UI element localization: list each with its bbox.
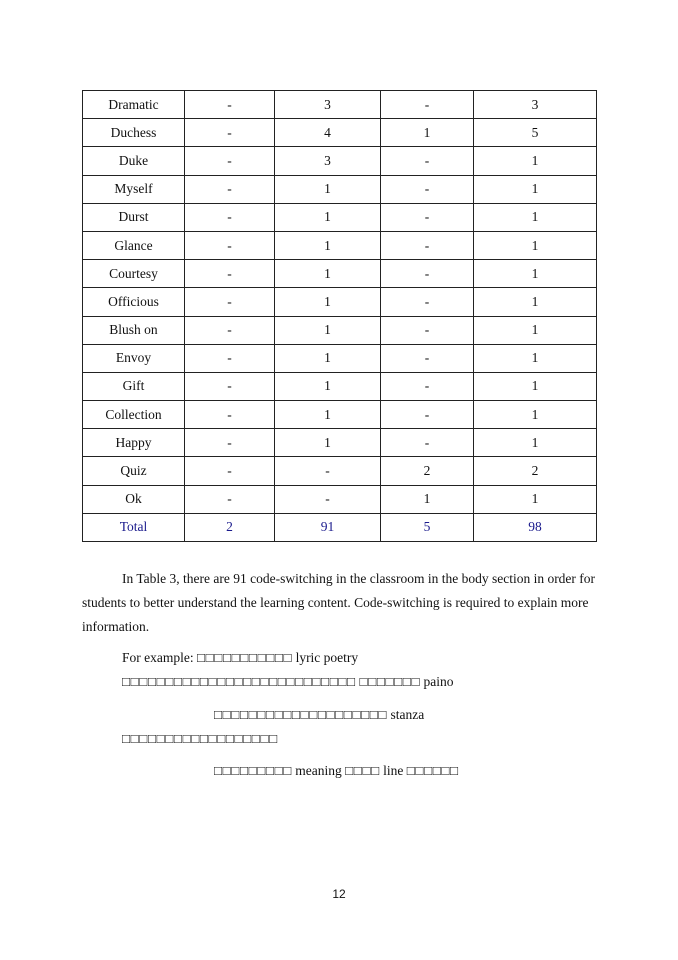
count-cell: 1: [275, 260, 381, 288]
total-label: Total: [83, 513, 185, 541]
count-cell: -: [185, 260, 275, 288]
count-cell: -: [185, 91, 275, 119]
table-row: [83, 119, 597, 147]
total-value: 5: [381, 513, 474, 541]
word-cell: Myself: [83, 175, 185, 203]
word-cell: Gift: [83, 372, 185, 400]
thai-text: □□□□□□□□□□□: [196, 650, 293, 665]
english-term: lyric poetry: [292, 650, 359, 665]
total-value: 98: [474, 513, 597, 541]
count-cell: -: [185, 147, 275, 175]
count-cell: 1: [381, 485, 474, 513]
paragraph-text: In Table 3, there are 91 code-switching in the classroom in the body section in order for students to better understand the learning content. Code-switching is required to explain more information.: [82, 571, 596, 634]
word-cell: Durst: [83, 203, 185, 231]
word-cell: Glance: [83, 231, 185, 259]
count-cell: 1: [275, 288, 381, 316]
count-cell: -: [381, 147, 474, 175]
count-cell: -: [381, 175, 474, 203]
table-row: [83, 260, 597, 288]
count-cell: -: [185, 429, 275, 457]
count-cell: 1: [275, 203, 381, 231]
thai-text: □□□□□□: [406, 763, 459, 778]
total-value: 91: [275, 513, 381, 541]
example-line-1: [122, 649, 358, 667]
count-cell: 1: [474, 401, 597, 429]
english-term: line: [379, 763, 407, 778]
count-cell: 1: [275, 231, 381, 259]
count-cell: 1: [275, 401, 381, 429]
english-term: meaning: [291, 763, 346, 778]
word-cell: Collection: [83, 401, 185, 429]
count-cell: 3: [275, 91, 381, 119]
word-cell: Ok: [83, 485, 185, 513]
count-cell: 2: [474, 457, 597, 485]
count-cell: -: [185, 203, 275, 231]
word-cell: Blush on: [83, 316, 185, 344]
count-cell: 1: [474, 147, 597, 175]
count-cell: 1: [275, 429, 381, 457]
word-cell: Duke: [83, 147, 185, 175]
count-cell: 1: [474, 231, 597, 259]
table-row: [83, 372, 597, 400]
count-cell: -: [275, 457, 381, 485]
table-row: [83, 175, 597, 203]
table-row: [83, 457, 597, 485]
count-cell: -: [185, 288, 275, 316]
count-cell: -: [185, 457, 275, 485]
table-row: [83, 147, 597, 175]
table-row: [83, 231, 597, 259]
count-cell: -: [381, 203, 474, 231]
count-cell: -: [185, 231, 275, 259]
example-line-5: [214, 762, 459, 780]
example-prefix: For example:: [122, 650, 197, 665]
count-cell: 1: [474, 429, 597, 457]
table-body: [83, 91, 597, 542]
table-row: [83, 429, 597, 457]
word-cell: Officious: [83, 288, 185, 316]
english-term: stanza: [387, 707, 425, 722]
table-row: [83, 485, 597, 513]
count-cell: -: [185, 372, 275, 400]
count-cell: 3: [474, 91, 597, 119]
word-cell: Dramatic: [83, 91, 185, 119]
count-cell: -: [275, 485, 381, 513]
count-cell: -: [185, 485, 275, 513]
count-cell: 5: [474, 119, 597, 147]
count-cell: 4: [275, 119, 381, 147]
thai-text: □□□□□□□□□□□□□□□□□□□□: [214, 707, 388, 722]
count-cell: -: [381, 288, 474, 316]
word-cell: Quiz: [83, 457, 185, 485]
table-row: [83, 203, 597, 231]
count-cell: -: [381, 429, 474, 457]
table-row: [83, 288, 597, 316]
count-cell: -: [185, 316, 275, 344]
count-cell: 1: [474, 372, 597, 400]
total-row: [83, 513, 597, 541]
count-cell: 1: [474, 485, 597, 513]
count-cell: 1: [381, 119, 474, 147]
count-cell: 1: [474, 316, 597, 344]
count-cell: 1: [474, 288, 597, 316]
thai-text: □□□□□□□□□: [214, 763, 292, 778]
count-cell: -: [381, 316, 474, 344]
count-cell: 1: [474, 344, 597, 372]
thai-text: □□□□: [345, 763, 380, 778]
count-cell: 1: [474, 203, 597, 231]
count-cell: -: [381, 91, 474, 119]
count-cell: 1: [275, 344, 381, 372]
table-row: [83, 344, 597, 372]
table-row: [83, 401, 597, 429]
count-cell: 3: [275, 147, 381, 175]
word-cell: Envoy: [83, 344, 185, 372]
word-cell: Duchess: [83, 119, 185, 147]
count-cell: 2: [381, 457, 474, 485]
count-cell: 1: [275, 316, 381, 344]
example-line-4: [122, 730, 278, 748]
count-cell: -: [185, 344, 275, 372]
body-paragraph: [82, 567, 596, 639]
thai-text: □□□□□□□□□□□□□□□□□□□□□□□□□□□ □□□□□□□: [122, 674, 421, 689]
word-cell: Happy: [83, 429, 185, 457]
count-cell: -: [381, 401, 474, 429]
thai-text: □□□□□□□□□□□□□□□□□□: [122, 731, 278, 746]
count-cell: -: [185, 119, 275, 147]
count-cell: 1: [474, 175, 597, 203]
table-row: [83, 91, 597, 119]
table-row: [83, 316, 597, 344]
example-line-3: [214, 706, 424, 724]
english-term: paino: [420, 674, 454, 689]
word-cell: Courtesy: [83, 260, 185, 288]
count-cell: -: [185, 401, 275, 429]
count-cell: -: [381, 260, 474, 288]
count-cell: -: [185, 175, 275, 203]
count-cell: -: [381, 372, 474, 400]
count-cell: -: [381, 344, 474, 372]
page-number: 12: [332, 887, 346, 901]
count-cell: 1: [275, 175, 381, 203]
example-line-2: [122, 673, 454, 691]
total-value: 2: [185, 513, 275, 541]
count-cell: 1: [275, 372, 381, 400]
count-cell: 1: [474, 260, 597, 288]
code-switching-table: [82, 90, 597, 542]
count-cell: -: [381, 231, 474, 259]
